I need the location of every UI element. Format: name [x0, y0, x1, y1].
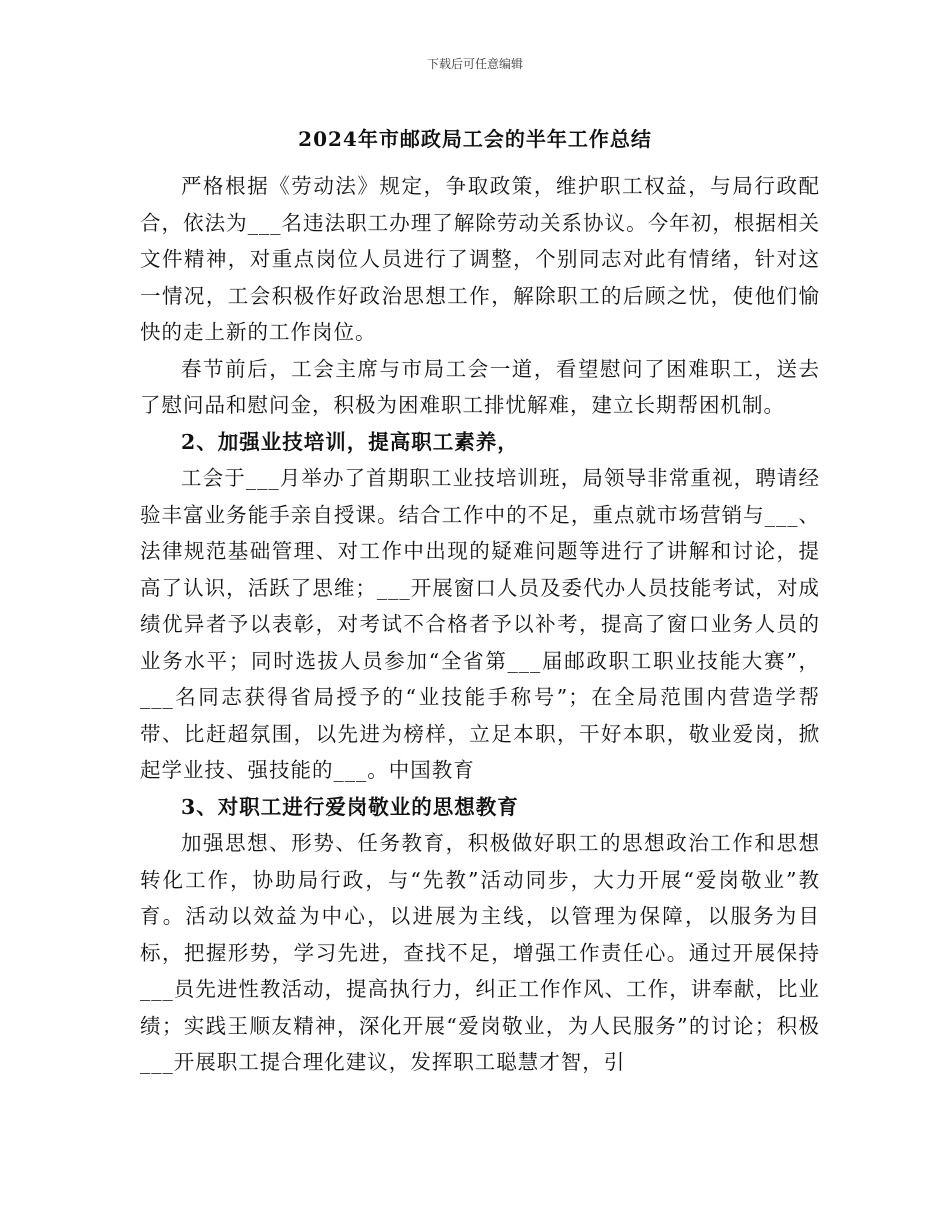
paragraph-labor-law: 严格根据《劳动法》规定，争取政策，维护职工权益，与局行政配合，依法为___名违法职工办理了解除劳动关系协议。今年初，根据相关文件精神，对重点岗位人员进行了调整，个别同志对此有情绪，针对这一情况，工会积极作好政治思想工作，解除职工的后顾之忧，使他们愉快的走上新的工作岗位。 — [140, 174, 820, 344]
download-note: 下载后可任意编辑 — [426, 57, 523, 71]
paragraph-education: 加强思想、形势、任务教育，积极做好职工的思想政治工作和思想转化工作，协助局行政，与“先教”活动同步，大力开展“爱岗敬业”教育。活动以效益为中心，以进展为主线，以管理为保障，以服务为目标，把握形势，学习先进，查找不足，增强工作责任心。通过开展保持___员先进性教活动，提高执行力，纠正工作作风、工作，讲奉献，比业绩；实践王顺友精神，深化开展“爱岗敬业，为人民服务”的讨论；积极___开展职工提合理化建议，发挥职工聪慧才智，引 — [140, 831, 820, 1074]
section-heading-education: 3、对职工进行爱岗敬业的思想教育 — [181, 794, 519, 819]
paragraph-spring-festival: 春节前后，工会主席与市局工会一道，看望慰问了困难职工，送去了慰问品和慰问金，积极为困难职工排忧解难，建立长期帮困机制。 — [140, 356, 820, 417]
section-heading-training: 2、加强业技培训，提高职工素养， — [181, 429, 519, 454]
paragraph-training: 工会于___月举办了首期职工业技培训班，局领导非常重视，聘请经验丰富业务能手亲自授课。结合工作中的不足，重点就市场营销与___、法律规范基础管理、对工作中出现的疑难问题等进行了讲解和讨论，提高了认识，活跃了思维；___开展窗口人员及委代办人员技能考试，对成绩优异者予以表彰，对考试不合格者予以补考，提高了窗口业务人员的业务水平；同时选拔人员参加“全省第___届邮政职工职业技能大赛”，___名同志获得省局授予的“业技能手称号”；在全局范围内营造学帮带、比赶超氛围，以先进为榜样，立足本职，干好本职，敬业爱岗，掀起学业技、强技能的___。中国教育 — [140, 466, 820, 782]
document-body — [140, 168, 820, 1081]
document-title: 2024年市邮政局工会的半年工作总结 — [298, 127, 652, 151]
